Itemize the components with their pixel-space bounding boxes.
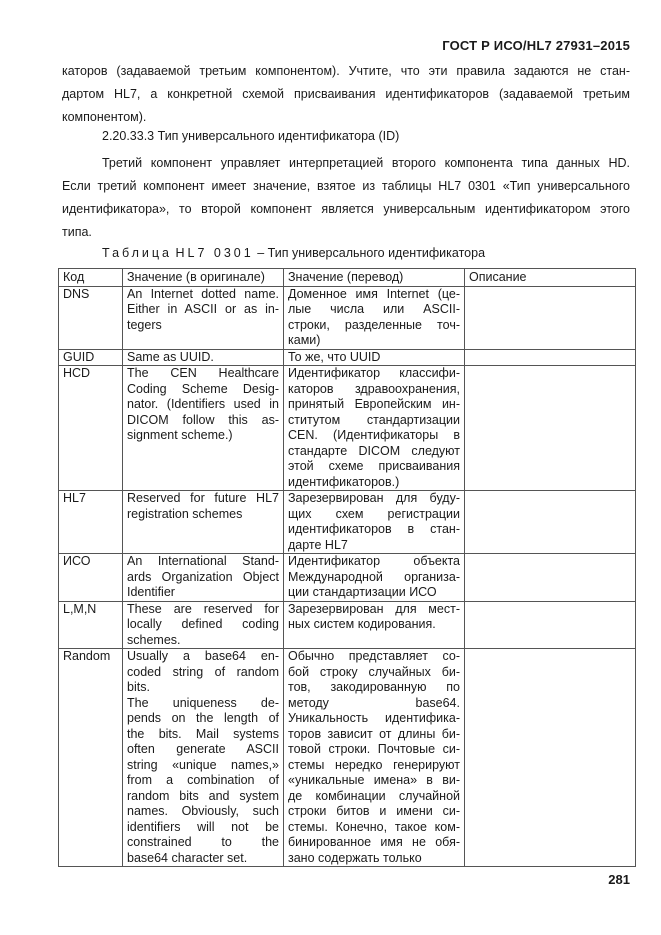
cell-text-line: Обычно представляет со- <box>288 649 460 663</box>
cell-translation <box>284 491 465 554</box>
cell-translation <box>284 349 465 366</box>
intro-paragraph <box>62 60 630 129</box>
cell-text-line: Уникальность идентифика- <box>288 711 460 725</box>
identifier-type-table <box>58 268 636 867</box>
cell-text-line: «уникальные имена» в ви- <box>288 773 460 787</box>
text-line: дартом HL7, а конкретной схемой присваивания идентификаторов (задаваемой третьим <box>62 87 630 101</box>
cell-text-line: идентификаторов в стан- <box>288 522 460 536</box>
text-line: типа. <box>62 225 92 239</box>
table-header-row <box>59 269 636 287</box>
text-line: идентификатора», то второй компонент является универсальным идентификатором этого <box>62 202 630 216</box>
cell-text-line: names. Obviously, such <box>127 804 279 818</box>
table-row <box>59 366 636 491</box>
table-row <box>59 554 636 602</box>
cell-text-line: Coding Scheme Desig- <box>127 381 279 396</box>
cell-text-line: каторов здравоохранения, <box>288 381 460 396</box>
cell-text-line: Доменное имя Internet (це- <box>288 286 460 301</box>
cell-description <box>465 601 636 649</box>
cell-text-line: бой строку случайных би- <box>288 664 460 679</box>
cell-text-line: schemes. <box>127 632 181 647</box>
table-row <box>59 349 636 366</box>
table-body <box>59 286 636 867</box>
cell-text-line: signment scheme.) <box>127 428 233 442</box>
cell-text-line: These are reserved for <box>127 601 279 616</box>
cell-text-line: торов зависит от длины би- <box>288 726 460 741</box>
cell-text-line: строки, разделенные точ- <box>288 317 460 332</box>
cell-description <box>465 491 636 554</box>
cell-text-line: string «unique names,» <box>127 757 279 772</box>
cell-description <box>465 286 636 349</box>
cell-text-line: CEN. (Идентификаторы в <box>288 428 460 442</box>
body-paragraph <box>62 152 630 244</box>
cell-original <box>123 366 284 491</box>
cell-text-line: Identifier <box>127 585 175 599</box>
cell-description <box>465 349 636 366</box>
cell-text-line: Usually a base64 en- <box>127 649 279 663</box>
column-header-description: Описание <box>465 269 636 287</box>
cell-text-line: щих схем регистрации <box>288 506 460 521</box>
cell-text-line: Идентификатор классифи- <box>288 366 460 380</box>
cell-original <box>123 286 284 349</box>
cell-text-line: constrained to the <box>127 835 279 849</box>
cell-text-line: строки битов и имени си- <box>288 804 460 818</box>
cell-text-line: identifiers will not be <box>127 819 279 834</box>
cell-text-line: nator. (Identifiers used in <box>127 397 279 411</box>
cell-text-line: де комбинации случайной <box>288 788 460 803</box>
cell-text-line: Same as UUID. <box>127 349 214 364</box>
cell-code: Random <box>59 649 123 867</box>
cell-translation <box>284 554 465 602</box>
caption-table-id: HL7 0301 <box>175 246 254 260</box>
cell-text-line: An International Stand- <box>127 554 279 568</box>
table-row <box>59 491 636 554</box>
cell-translation <box>284 286 465 349</box>
cell-description <box>465 554 636 602</box>
cell-text-line: ститутом стандартизации <box>288 412 460 427</box>
cell-text-line: тов, закодированную по <box>288 680 460 694</box>
cell-text-line: стемы нередко генерируют <box>288 757 460 772</box>
cell-text-line: from a combination of <box>127 773 279 787</box>
cell-text-line: товой строки. Почтовые си- <box>288 742 460 756</box>
cell-text-line: лые числа или ASCII- <box>288 302 460 316</box>
cell-text-line: дарте HL7 <box>288 537 348 552</box>
cell-code: HCD <box>59 366 123 491</box>
document-header: ГОСТ Р ИСО/HL7 27931–2015 <box>442 38 630 53</box>
cell-text-line: Either in ASCII or as in- <box>127 302 279 316</box>
cell-text-line: методу base64. <box>288 695 460 710</box>
column-header-code: Код <box>59 269 123 287</box>
caption-title: Тип универсального идентификатора <box>267 246 486 260</box>
cell-text-line: The uniqueness de- <box>127 695 279 710</box>
table-row <box>59 649 636 867</box>
text-line: Если третий компонент имеет значение, взятое из таблицы HL7 0301 «Тип универсального <box>62 179 630 193</box>
cell-original <box>123 649 284 867</box>
cell-translation <box>284 366 465 491</box>
cell-text-line: ards Organization Object <box>127 569 279 584</box>
cell-code: DNS <box>59 286 123 349</box>
cell-text-line: coded string of random <box>127 664 279 679</box>
column-header-translation: Значение (перевод) <box>284 269 465 287</box>
caption-prefix: Таблица <box>102 246 173 260</box>
cell-text-line: зано содержать только <box>288 850 422 865</box>
cell-code: ИСО <box>59 554 123 602</box>
cell-original <box>123 349 284 366</box>
cell-text-line: идентификаторов.) <box>288 474 400 489</box>
cell-text-line: Зарезервирован для буду- <box>288 491 460 505</box>
cell-text-line: base64 character set. <box>127 850 248 865</box>
cell-code: L,M,N <box>59 601 123 649</box>
cell-text-line: registration schemes <box>127 506 243 521</box>
cell-text-line: этой схеме присваивания <box>288 459 460 473</box>
section-heading: 2.20.33.3 Тип универсального идентификатора (ID) <box>102 129 400 143</box>
cell-text-line: the bits. Mail systems <box>127 726 279 741</box>
cell-text-line: random bits and system <box>127 788 279 803</box>
column-header-original: Значение (в оригинале) <box>123 269 284 287</box>
cell-text-line: принятый Европейским ин- <box>288 397 460 411</box>
cell-text-line: ками) <box>288 333 321 347</box>
cell-text-line: Идентификатор объекта <box>288 554 460 568</box>
cell-text-line: Международной организа- <box>288 569 460 584</box>
cell-text-line: pends on the length of <box>127 711 279 725</box>
cell-original <box>123 554 284 602</box>
cell-description <box>465 649 636 867</box>
cell-original <box>123 601 284 649</box>
cell-text-line: bits. <box>127 680 150 694</box>
cell-code: GUID <box>59 349 123 366</box>
cell-text-line: tegers <box>127 317 162 332</box>
text-line: компонентом). <box>62 110 147 124</box>
cell-text-line: бинированное имя не обя- <box>288 835 460 849</box>
text-line: Третий компонент управляет интерпретацией второго компонента типа данных HD. <box>102 156 630 170</box>
table-row <box>59 601 636 649</box>
caption-dash: – <box>257 246 265 260</box>
table-caption <box>102 246 485 260</box>
cell-text-line: ных систем кодирования. <box>288 617 436 631</box>
cell-text-line: Reserved for future HL7 <box>127 491 279 505</box>
cell-code: HL7 <box>59 491 123 554</box>
cell-text-line: стандарте DICOM следуют <box>288 443 460 458</box>
cell-text-line: стемы. Конечно, такое ком- <box>288 819 460 834</box>
cell-text-line: An Internet dotted name. <box>127 286 279 301</box>
page-number: 281 <box>608 872 630 887</box>
cell-text-line: often generate ASCII <box>127 742 279 756</box>
cell-text-line: То же, что UUID <box>288 349 381 364</box>
cell-text-line: Зарезервирован для мест- <box>288 601 460 616</box>
cell-description <box>465 366 636 491</box>
cell-translation <box>284 601 465 649</box>
cell-text-line: locally defined coding <box>127 617 279 631</box>
cell-translation <box>284 649 465 867</box>
cell-original <box>123 491 284 554</box>
cell-text-line: DICOM follow this as- <box>127 412 279 427</box>
cell-text-line: ции стандартизации ИСО <box>288 585 437 599</box>
text-line: каторов (задаваемой третьим компонентом). Учтите, что эти правила задаются не стан- <box>62 64 630 78</box>
cell-text-line: The CEN Healthcare <box>127 366 279 380</box>
table-row <box>59 286 636 349</box>
